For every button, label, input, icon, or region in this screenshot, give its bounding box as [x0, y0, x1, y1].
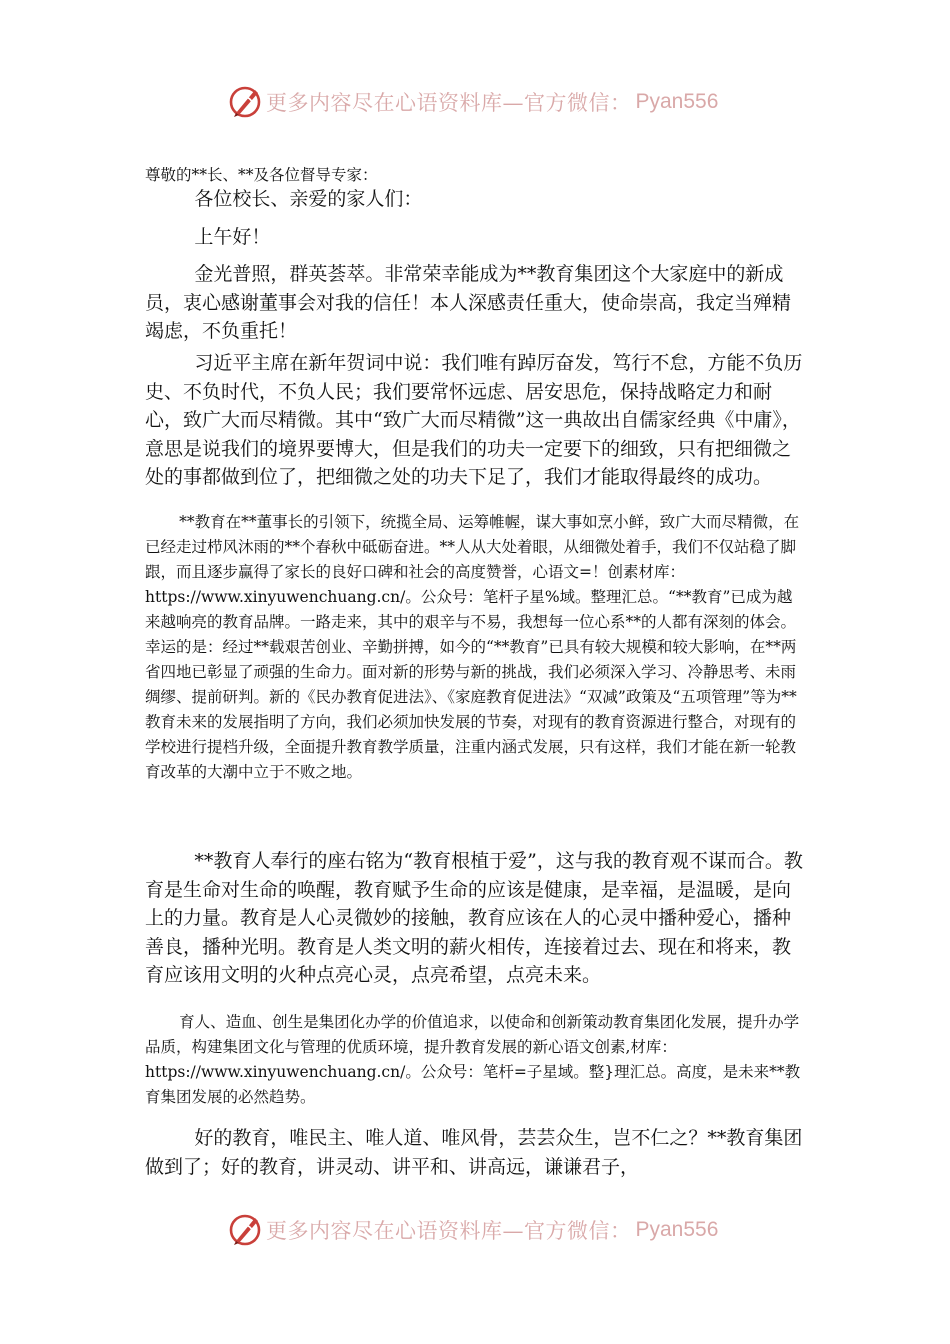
paragraph-5: 育人、造血、创生是集团化办学的价值追求，以使命和创新策动教育集团化发展，提升办学品质，构建集团文化与管理的优质环境，提升教育发展的新心语文创素,材库：https://www.xinyuwenchuang.cn/。公众号：笔杆=子星域。整}理汇总。高度，是未来**教育集团发展的必然趋势。 — [145, 1013, 801, 1106]
paragraph-2: 习近平主席在新年贺词中说：我们唯有踔厉奋发，笃行不怠，方能不负历史、不负时代，不负人民；我们要常怀远虑、居安思危，保持战略定力和耐心，致广大而尽精微。其中“致广大而尽精微”这一典故出自儒家经典《中庸》，意思是说我们的境界要博大，但是我们的功夫一定要下的细致，只有把细微之处的事都做到位了，把细微之处的功夫下足了，我们才能取得最终的成功。 — [145, 352, 803, 488]
pen-logo-icon — [228, 1212, 264, 1248]
greeting-line-1: 各位校长、亲爱的家人们： — [194, 188, 423, 210]
banner-text: 更多内容尽在心语资料库—官方微信： — [266, 1219, 632, 1243]
greeting-line-2: 上午好！ — [194, 226, 271, 248]
paragraph-4: **教育人奉行的座右铭为“教育根植于爱”，这与我的教育观不谋而合。教育是生命对生命的唤醒，教育赋予生命的应该是健康，是幸福，是温暖，是向上的力量。教育是人心灵微妙的接触，教育应该在人的心灵中播种爱心，播种善良，播种光明。教育是人类文明的薪火相传，连接着过去、现在和将来，教育应该用文明的火种点亮心灵，点亮希望，点亮未来。 — [145, 850, 803, 986]
pen-logo-icon — [228, 84, 264, 120]
paragraph-1: 金光普照，群英荟萃。非常荣幸能成为**教育集团这个大家庭中的新成员，衷心感谢董事会对我的信任！本人深感责任重大，使命崇高，我定当殚精竭虑，不负重托！ — [145, 263, 792, 342]
paragraph-6: 好的教育，唯民主、唯人道、唯风骨，芸芸众生，岂不仁之？**教育集团做到了；好的教育，讲灵动、讲平和、讲高远，谦谦君子， — [145, 1127, 803, 1178]
footer-banner — [228, 1212, 718, 1248]
salutation: 尊敬的**长、**及各位督导专家： — [145, 165, 378, 184]
banner-wechat-id: Pyan556 — [635, 90, 719, 113]
banner-wechat-id: Pyan556 — [635, 1218, 719, 1241]
banner-text: 更多内容尽在心语资料库—官方微信： — [266, 91, 632, 115]
paragraph-3: **教育在**董事长的引领下，统揽全局、运筹帷幄，谋大事如烹小鲜，致广大而尽精微，在已经走过栉风沐雨的**个春秋中砥砺奋进。**人从大处着眼，从细微处着手，我们不仅站稳了脚跟，而且逐步赢得了家长的良好口碑和社会的高度赞誉，心语文=！创素材库：https://www.xinyuwenchuang.cn/。公众号：笔杆子星%域。整理汇总。“**教育”已成为越来越响亮的教育品牌。一路走来，其中的艰辛与不易，我想每一位心系**的人都有深刻的体会。幸运的是：经过**载艰苦创业、辛勤拼搏，如今的“**教育”已具有较大规模和较大影响，在**两省四地已彰显了顽强的生命力。面对新的形势与新的挑战，我们必须深入学习、冷静思考、未雨绸缪、提前研判。新的《民办教育促进法》、《家庭教育促进法》“双减”政策及“五项管理”等为**教育未来的发展指明了方向，我们必须加快发展的节奏，对现有的教育资源进行整合，对现有的学校进行提档升级，全面提升教育教学质量，注重内涵式发展，只有这样，我们才能在新一轮教育改革的大潮中立于不败之地。 — [145, 513, 800, 781]
header-banner — [228, 84, 718, 120]
